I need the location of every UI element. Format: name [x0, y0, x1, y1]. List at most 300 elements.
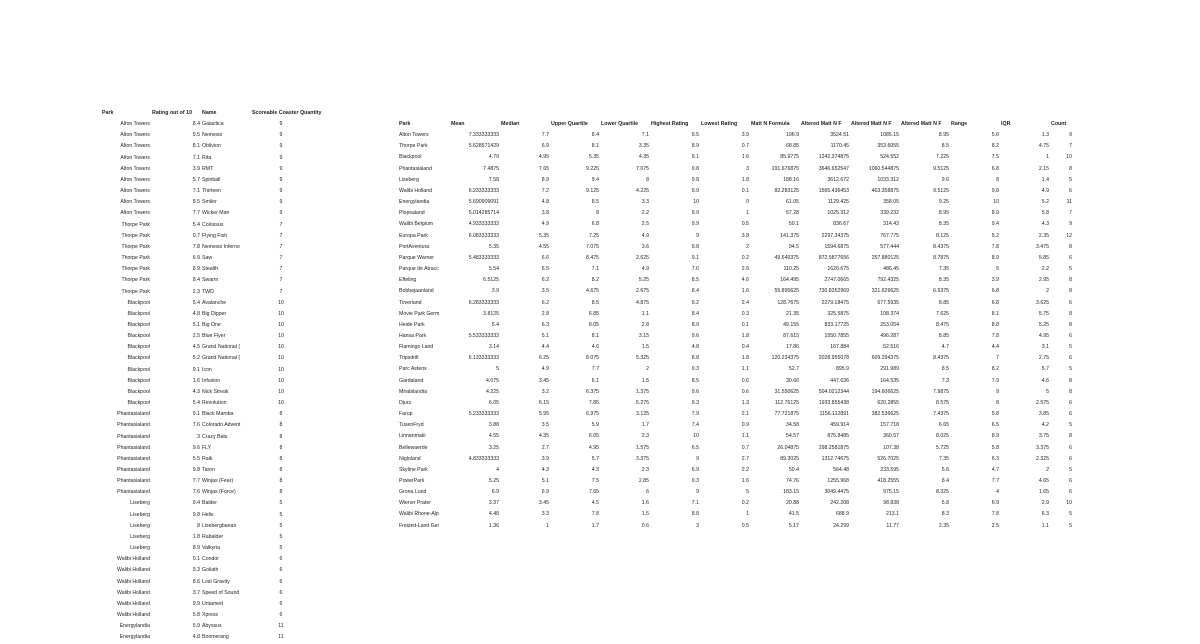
table-cell[interactable]: 6 — [279, 600, 283, 607]
table-cell[interactable]: 6.9 — [691, 466, 699, 473]
table-cell[interactable]: 1060.544875 — [868, 165, 899, 172]
table-cell[interactable]: 1.7 — [591, 522, 599, 529]
table-cell[interactable]: Valkyria — [202, 545, 221, 552]
table-cell[interactable]: 11 — [278, 634, 284, 641]
table-cell[interactable]: 8 — [996, 399, 999, 406]
table-cell[interactable]: 5.014285714 — [468, 210, 499, 217]
table-cell[interactable]: 1.575 — [636, 444, 649, 451]
table-cell[interactable]: 7.4875 — [483, 165, 499, 172]
table-cell[interactable]: 257.880125 — [871, 254, 899, 261]
table-cell[interactable]: 1025.312 — [827, 210, 849, 217]
table-cell[interactable]: Blackpool — [127, 333, 150, 340]
table-cell[interactable]: Plopsaland — [399, 210, 425, 217]
table-cell[interactable]: 5.9 — [192, 623, 200, 630]
table-cell[interactable]: 2279.18475 — [821, 299, 849, 306]
table-cell[interactable]: 3.8125 — [483, 310, 499, 317]
table-cell[interactable]: 5.35 — [488, 243, 499, 250]
table-cell[interactable]: 4.3 — [591, 466, 599, 473]
table-cell[interactable]: 7.8 — [192, 243, 200, 250]
table-cell[interactable]: 3 — [696, 522, 699, 529]
table-cell[interactable]: 9 — [279, 199, 283, 206]
table-cell[interactable]: 360.57 — [883, 433, 899, 440]
table-cell[interactable]: 5.17 — [788, 522, 799, 529]
table-cell[interactable]: 321.629625 — [871, 288, 899, 295]
table-cell[interactable]: Heide Park — [399, 321, 425, 328]
table-cell[interactable]: 196.9 — [786, 132, 799, 139]
table-cell[interactable]: 10 — [278, 321, 284, 328]
table-cell[interactable]: 6.2 — [541, 299, 549, 306]
table-cell[interactable]: 3.475 — [1036, 243, 1049, 250]
table-cell[interactable]: 10 — [993, 199, 999, 206]
table-cell[interactable]: 0.6 — [741, 388, 749, 395]
table-cell[interactable]: 3.8 — [541, 210, 549, 217]
table-cell[interactable]: 7 — [279, 232, 283, 239]
table-cell[interactable]: 6 — [1069, 299, 1072, 306]
table-cell[interactable]: 8.5 — [691, 377, 699, 384]
table-cell[interactable]: Smiler — [202, 199, 217, 206]
table-cell[interactable]: Thorpe Park — [121, 277, 150, 284]
table-cell[interactable]: 141.375 — [780, 232, 799, 239]
table-cell[interactable]: 3.125 — [636, 411, 649, 418]
table-cell[interactable]: 7.3 — [941, 377, 949, 384]
table-cell[interactable]: Grand National ( — [202, 355, 241, 362]
table-cell[interactable]: 8.1 — [192, 143, 200, 150]
table-cell[interactable]: 6.9 — [541, 143, 549, 150]
table-cell[interactable]: 4.4 — [991, 344, 999, 351]
table-cell[interactable]: 7.8 — [991, 511, 999, 518]
table-cell[interactable]: 1255.968 — [827, 478, 849, 484]
table-cell[interactable]: 1.375 — [636, 388, 649, 395]
table-cell[interactable]: 8.325 — [936, 489, 949, 496]
table-cell[interactable]: 120.234375 — [771, 355, 799, 362]
table-cell[interactable]: Energylandia — [119, 634, 150, 641]
table-cell[interactable]: Icon — [202, 366, 212, 373]
table-cell[interactable]: 5.725 — [936, 444, 949, 451]
table-cell[interactable]: 5.4 — [192, 400, 200, 407]
table-cell[interactable]: 4.8 — [541, 199, 549, 206]
table-cell[interactable]: 2.1 — [741, 411, 749, 418]
table-cell[interactable]: 9.9 — [691, 221, 699, 228]
table-cell[interactable]: 8 — [197, 522, 200, 529]
table-cell[interactable]: Blackpool — [127, 310, 150, 317]
table-cell[interactable]: 291.989 — [880, 366, 899, 373]
table-cell[interactable]: 2.8 — [641, 321, 649, 328]
table-cell[interactable]: 4.933333333 — [468, 221, 499, 228]
table-cell[interactable]: 94.5 — [788, 243, 799, 250]
table-cell[interactable]: Big Dipper — [202, 310, 227, 317]
table-cell[interactable]: 5 — [1069, 522, 1072, 529]
table-cell[interactable]: Blackpool — [127, 388, 150, 395]
table-cell[interactable]: 3.45 — [538, 500, 549, 507]
table-cell[interactable]: Liseberg — [130, 511, 150, 518]
table-cell[interactable]: 5.2 — [192, 355, 200, 362]
header-cell[interactable]: Altered Matt N F — [901, 121, 942, 127]
table-cell[interactable]: 8.6 — [192, 578, 200, 585]
table-cell[interactable]: Djurs — [399, 399, 412, 406]
table-cell[interactable]: 3.5 — [541, 288, 549, 295]
table-cell[interactable]: Goliath — [202, 567, 219, 574]
table-cell[interactable]: 7 — [279, 221, 283, 228]
table-cell[interactable]: 8.5 — [691, 277, 699, 284]
table-cell[interactable]: 7.1 — [641, 132, 649, 139]
table-cell[interactable]: Blackpool — [127, 299, 150, 306]
table-cell[interactable]: 1.7 — [641, 422, 649, 429]
table-cell[interactable]: 3.375 — [636, 455, 649, 462]
table-cell[interactable]: 9.125 — [586, 187, 599, 194]
table-cell[interactable]: Blackpool — [399, 154, 422, 161]
table-cell[interactable]: 5 — [1069, 176, 1072, 183]
table-cell[interactable]: 6.65 — [938, 422, 949, 429]
header-cell[interactable]: Range — [951, 121, 968, 127]
table-cell[interactable]: 5.325 — [636, 355, 649, 362]
table-cell[interactable]: 8.9 — [691, 143, 699, 150]
table-cell[interactable]: 167.884 — [830, 344, 849, 351]
table-cell[interactable]: 164.495 — [780, 277, 799, 284]
table-cell[interactable]: 1 — [1046, 154, 1049, 161]
table-cell[interactable]: 2 — [1046, 466, 1049, 473]
table-cell[interactable]: 11 — [1066, 199, 1072, 206]
table-cell[interactable]: Flying Fish — [202, 232, 228, 239]
table-cell[interactable]: 9 — [279, 176, 283, 183]
table-cell[interactable]: Thorpe Park — [121, 255, 150, 262]
table-cell[interactable]: 7 — [996, 355, 999, 362]
table-cell[interactable]: 6 — [279, 612, 283, 619]
table-cell[interactable]: 188.16 — [783, 176, 799, 183]
table-cell[interactable]: 382.536625 — [871, 411, 899, 418]
table-cell[interactable]: Walibi Holland — [117, 578, 150, 585]
table-cell[interactable]: 5 — [279, 500, 283, 507]
table-cell[interactable]: 975.15 — [883, 489, 899, 496]
table-cell[interactable]: 5.6 — [941, 466, 949, 473]
table-cell[interactable]: 0.7 — [741, 444, 749, 451]
table-cell[interactable]: 7.35 — [938, 455, 949, 462]
table-cell[interactable]: 1620.675 — [827, 266, 849, 273]
table-cell[interactable]: 6 — [1069, 411, 1072, 418]
table-cell[interactable]: Skyline Park — [399, 466, 428, 473]
table-cell[interactable]: 4.3 — [1041, 221, 1049, 228]
table-cell[interactable]: 3.9 — [192, 165, 200, 172]
table-cell[interactable]: 5 — [1046, 388, 1049, 395]
table-cell[interactable]: 730.8352969 — [818, 288, 849, 295]
table-cell[interactable]: 3.625 — [1036, 299, 1049, 306]
table-cell[interactable]: 7.9875 — [933, 388, 949, 395]
table-cell[interactable]: 10 — [278, 299, 284, 306]
table-cell[interactable]: 6.05 — [588, 433, 599, 440]
table-cell[interactable]: 7.65 — [588, 489, 599, 496]
table-cell[interactable]: 4.875 — [636, 299, 649, 306]
table-cell[interactable]: Grand National ( — [202, 344, 241, 351]
header-cell[interactable]: Altered Matt N F — [801, 121, 842, 127]
table-cell[interactable]: 8 — [279, 478, 283, 485]
table-cell[interactable]: 41.5 — [788, 511, 799, 518]
table-cell[interactable]: 6 — [1069, 444, 1072, 451]
table-cell[interactable]: Taron — [202, 467, 215, 473]
table-cell[interactable]: 6.083333333 — [468, 232, 499, 239]
table-cell[interactable]: 4.4 — [541, 344, 549, 351]
table-cell[interactable]: 4.075 — [486, 377, 499, 384]
table-cell[interactable]: 85.9775 — [780, 154, 799, 161]
table-cell[interactable]: 5.7 — [591, 455, 599, 462]
table-cell[interactable]: 7.85 — [588, 399, 599, 406]
table-cell[interactable]: 5.25 — [1038, 321, 1049, 328]
table-cell[interactable]: 1.8 — [741, 355, 749, 362]
table-cell[interactable]: 9 — [996, 388, 999, 395]
table-cell[interactable]: 10 — [693, 199, 699, 206]
table-cell[interactable]: 5 — [1069, 511, 1072, 518]
table-cell[interactable]: 3612.672 — [827, 176, 849, 183]
table-cell[interactable]: 3.15 — [638, 332, 649, 339]
table-cell[interactable]: 52.7 — [788, 366, 799, 373]
table-cell[interactable]: 4.95 — [588, 444, 599, 451]
table-cell[interactable]: 20.88 — [786, 500, 799, 507]
table-cell[interactable]: 82.283125 — [774, 187, 799, 194]
table-cell[interactable]: Galactica — [202, 121, 224, 128]
table-cell[interactable]: Phantasialand — [117, 422, 150, 429]
table-cell[interactable]: 2.15 — [1038, 165, 1049, 172]
table-cell[interactable]: 7.2 — [541, 187, 549, 194]
table-cell[interactable]: 110.25 — [783, 266, 799, 273]
table-cell[interactable]: 2747.0665 — [824, 277, 849, 284]
table-cell[interactable]: 7.1 — [591, 266, 599, 273]
table-cell[interactable]: 242.208 — [830, 500, 849, 507]
table-cell[interactable]: 8.85 — [938, 332, 949, 339]
table-cell[interactable]: 26.04875 — [777, 444, 799, 451]
table-cell[interactable]: 7.4 — [691, 422, 699, 429]
table-cell[interactable]: Raik — [202, 455, 213, 462]
table-cell[interactable]: 6 — [1069, 332, 1072, 339]
table-cell[interactable]: 5.8 — [1041, 210, 1049, 217]
table-cell[interactable]: 4.2 — [1041, 422, 1049, 429]
table-cell[interactable]: Winjas (Fear) — [202, 478, 234, 485]
table-cell[interactable]: 6.9 — [192, 255, 200, 262]
table-cell[interactable]: 0.2 — [741, 254, 749, 261]
table-cell[interactable]: 2.575 — [1036, 399, 1049, 406]
table-cell[interactable]: 620.2855 — [877, 399, 899, 406]
table-cell[interactable]: 5.8 — [991, 444, 999, 451]
table-cell[interactable]: Stealth — [202, 266, 219, 273]
table-cell[interactable]: Wicker Man — [202, 210, 230, 217]
table-cell[interactable]: Parque Warner — [399, 254, 434, 261]
table-cell[interactable]: 6.5 — [691, 444, 699, 451]
table-cell[interactable]: 7.25 — [588, 232, 599, 239]
table-cell[interactable]: 8.575 — [936, 399, 949, 406]
table-cell[interactable]: 3.88 — [488, 422, 499, 429]
table-cell[interactable]: 9.5125 — [933, 187, 949, 194]
table-cell[interactable]: Alton Towers — [120, 176, 150, 183]
table-cell[interactable]: Thorpe Park — [121, 221, 150, 228]
table-cell[interactable]: Phantasialand — [117, 478, 150, 485]
table-cell[interactable]: 54.57 — [786, 433, 799, 440]
table-cell[interactable]: Phantasialand — [399, 165, 432, 172]
table-cell[interactable]: 4.3 — [541, 466, 549, 473]
table-cell[interactable]: PowerPark — [399, 478, 425, 484]
table-cell[interactable]: 108.374 — [880, 310, 899, 317]
table-cell[interactable]: 7.5 — [991, 154, 999, 161]
table-cell[interactable]: 5.35 — [538, 232, 549, 239]
table-cell[interactable]: Bobbejaanland — [399, 288, 434, 295]
table-cell[interactable]: 7.625 — [936, 310, 949, 317]
table-cell[interactable]: 6.8 — [991, 288, 999, 295]
table-cell[interactable]: 6.3 — [1041, 511, 1049, 518]
table-cell[interactable]: 9.6 — [691, 332, 699, 339]
table-cell[interactable]: 9.5 — [691, 132, 699, 139]
table-cell[interactable]: 767.775 — [880, 232, 899, 239]
table-cell[interactable]: 8.2 — [991, 366, 999, 373]
table-cell[interactable]: 7.6 — [691, 266, 699, 273]
table-cell[interactable]: 1156.112891 — [819, 411, 849, 418]
table-cell[interactable]: Alton Towers — [120, 210, 150, 217]
table-cell[interactable]: Helix — [202, 511, 214, 518]
table-cell[interactable]: 1033.312 — [877, 176, 899, 183]
table-cell[interactable]: Movie Park Germ — [399, 310, 440, 317]
table-cell[interactable]: 2.35 — [938, 522, 949, 529]
table-cell[interactable]: 1.8 — [741, 332, 749, 339]
table-cell[interactable]: 8.8 — [691, 355, 699, 362]
table-cell[interactable]: Efteling — [399, 277, 417, 284]
table-cell[interactable]: 9.9 — [691, 187, 699, 194]
table-cell[interactable]: 418.2555 — [877, 478, 899, 484]
header-cell[interactable]: Lower Quartile — [601, 121, 639, 127]
table-cell[interactable]: Black Mamba — [202, 411, 234, 418]
table-cell[interactable]: 6.05 — [488, 399, 499, 406]
table-cell[interactable]: 5.25 — [488, 478, 499, 484]
table-cell[interactable]: 5.1 — [192, 321, 200, 328]
table-cell[interactable]: 7.8 — [991, 243, 999, 250]
table-cell[interactable]: 1.1 — [1041, 522, 1049, 529]
table-cell[interactable]: Alton Towers — [120, 188, 150, 195]
table-cell[interactable]: 609.294375 — [871, 355, 899, 362]
table-cell[interactable]: 7.7 — [991, 478, 999, 484]
table-cell[interactable]: 9 — [279, 165, 283, 172]
table-cell[interactable]: Condor — [202, 556, 220, 563]
table-cell[interactable]: Untamed — [202, 600, 224, 607]
table-cell[interactable]: 875.8485 — [827, 433, 849, 440]
table-cell[interactable]: 8 — [279, 422, 283, 429]
table-cell[interactable]: 6.9 — [491, 489, 499, 496]
table-cell[interactable]: 233.595 — [880, 466, 899, 473]
table-cell[interactable]: 57.28 — [786, 210, 799, 217]
table-cell[interactable]: 5.233333333 — [468, 411, 499, 418]
table-cell[interactable]: 8 — [1069, 277, 1072, 284]
table-cell[interactable]: 157.718 — [880, 422, 899, 429]
table-cell[interactable]: Energylandia — [119, 623, 150, 630]
table-cell[interactable]: 9 — [279, 121, 283, 128]
table-cell[interactable]: Phantasialand — [117, 411, 150, 418]
table-cell[interactable]: 8 — [279, 455, 283, 462]
table-cell[interactable]: Alton Towers — [120, 132, 150, 139]
table-cell[interactable]: 8.4 — [941, 478, 949, 484]
table-cell[interactable]: 4.6 — [741, 277, 749, 284]
table-cell[interactable]: 7.35 — [938, 266, 949, 273]
table-cell[interactable]: 8 — [1069, 377, 1072, 384]
table-cell[interactable]: Thirteen — [202, 188, 222, 195]
table-cell[interactable]: 107.38 — [883, 444, 899, 451]
table-cell[interactable]: 30.66 — [786, 377, 799, 384]
table-cell[interactable]: 1.6 — [641, 500, 649, 507]
table-cell[interactable]: 0.1 — [741, 187, 749, 194]
table-cell[interactable]: Walibi Belgium — [399, 221, 434, 228]
table-cell[interactable]: 17.86 — [786, 344, 799, 351]
table-cell[interactable]: 4.95 — [1038, 332, 1049, 339]
table-cell[interactable]: 5.483333333 — [468, 254, 499, 261]
table-cell[interactable]: 0.3 — [741, 310, 749, 317]
table-cell[interactable]: 8.5 — [591, 299, 599, 306]
table-cell[interactable]: Blackpool — [127, 377, 150, 384]
table-cell[interactable]: 8 — [279, 489, 283, 496]
table-cell[interactable]: 7.333333333 — [468, 132, 499, 139]
table-cell[interactable]: 2.85 — [638, 478, 649, 484]
table-cell[interactable]: 2.9 — [1041, 500, 1049, 507]
table-cell[interactable]: 9 — [279, 132, 283, 139]
table-cell[interactable]: 3.9 — [541, 455, 549, 462]
table-cell[interactable]: 6 — [1069, 254, 1072, 261]
table-cell[interactable]: 8 — [1069, 433, 1072, 440]
table-cell[interactable]: 1312.74675 — [821, 455, 849, 462]
table-cell[interactable]: 358.05 — [883, 199, 899, 206]
table-cell[interactable]: 4.9 — [641, 232, 649, 239]
table-cell[interactable]: 1.3 — [1041, 132, 1049, 139]
table-cell[interactable]: 5.8 — [991, 411, 999, 418]
table-cell[interactable]: Liseberg — [130, 522, 150, 529]
table-cell[interactable]: 253.054 — [880, 321, 899, 328]
table-cell[interactable]: Nick Streak — [202, 388, 229, 395]
table-cell[interactable]: 5 — [1069, 366, 1072, 373]
table-cell[interactable]: 7 — [279, 266, 283, 273]
table-cell[interactable]: 7.65 — [538, 165, 549, 172]
table-cell[interactable]: 2.3 — [641, 433, 649, 440]
table-cell[interactable]: 6.5125 — [483, 277, 499, 284]
table-cell[interactable]: 2.7 — [741, 455, 749, 462]
table-cell[interactable]: 7.1 — [691, 500, 699, 507]
table-cell[interactable]: 8.9 — [691, 321, 699, 328]
table-cell[interactable]: 5.1 — [541, 478, 549, 484]
table-cell[interactable]: 792.4325 — [877, 277, 899, 284]
table-cell[interactable]: 55.895625 — [774, 288, 799, 295]
header-cell[interactable]: Lowest Rating — [701, 121, 738, 127]
table-cell[interactable]: Parc Asterix — [399, 366, 427, 373]
table-cell[interactable]: 7.7 — [192, 478, 200, 485]
table-cell[interactable]: 9.3 — [192, 567, 200, 574]
table-cell[interactable]: 8 — [1069, 321, 1072, 328]
table-cell[interactable]: 7.4375 — [933, 411, 949, 418]
table-cell[interactable]: 9 — [279, 188, 283, 195]
table-cell[interactable]: 7.9 — [691, 411, 699, 418]
table-cell[interactable]: Alton Towers — [120, 165, 150, 172]
table-cell[interactable]: 5.95 — [538, 411, 549, 418]
table-cell[interactable]: 6.85 — [588, 310, 599, 317]
table-cell[interactable]: 6.8 — [991, 165, 999, 172]
table-cell[interactable]: 4.65 — [1038, 478, 1049, 484]
table-cell[interactable]: Alton Towers — [399, 132, 429, 139]
table-cell[interactable]: 2.2 — [1041, 266, 1049, 273]
table-cell[interactable]: 4.55 — [538, 243, 549, 250]
table-cell[interactable]: Thorpe Park — [121, 266, 150, 273]
table-cell[interactable]: 7.225 — [936, 154, 949, 161]
table-cell[interactable]: 1.4 — [1041, 176, 1049, 183]
table-cell[interactable]: 9.5125 — [933, 165, 949, 172]
table-cell[interactable]: 6.25 — [538, 355, 549, 362]
table-cell[interactable]: 9.9 — [691, 210, 699, 217]
table-cell[interactable]: 5.4 — [192, 221, 200, 228]
table-cell[interactable]: 9.4 — [591, 176, 599, 183]
table-cell[interactable]: 9 — [696, 232, 699, 239]
table-cell[interactable]: 486.45 — [883, 266, 899, 273]
table-cell[interactable]: 10 — [278, 400, 284, 407]
table-cell[interactable]: Thorpe Park — [121, 288, 150, 295]
table-cell[interactable]: 10 — [278, 366, 284, 373]
table-cell[interactable]: 9 — [696, 455, 699, 462]
table-cell[interactable]: Colossus — [202, 221, 224, 228]
